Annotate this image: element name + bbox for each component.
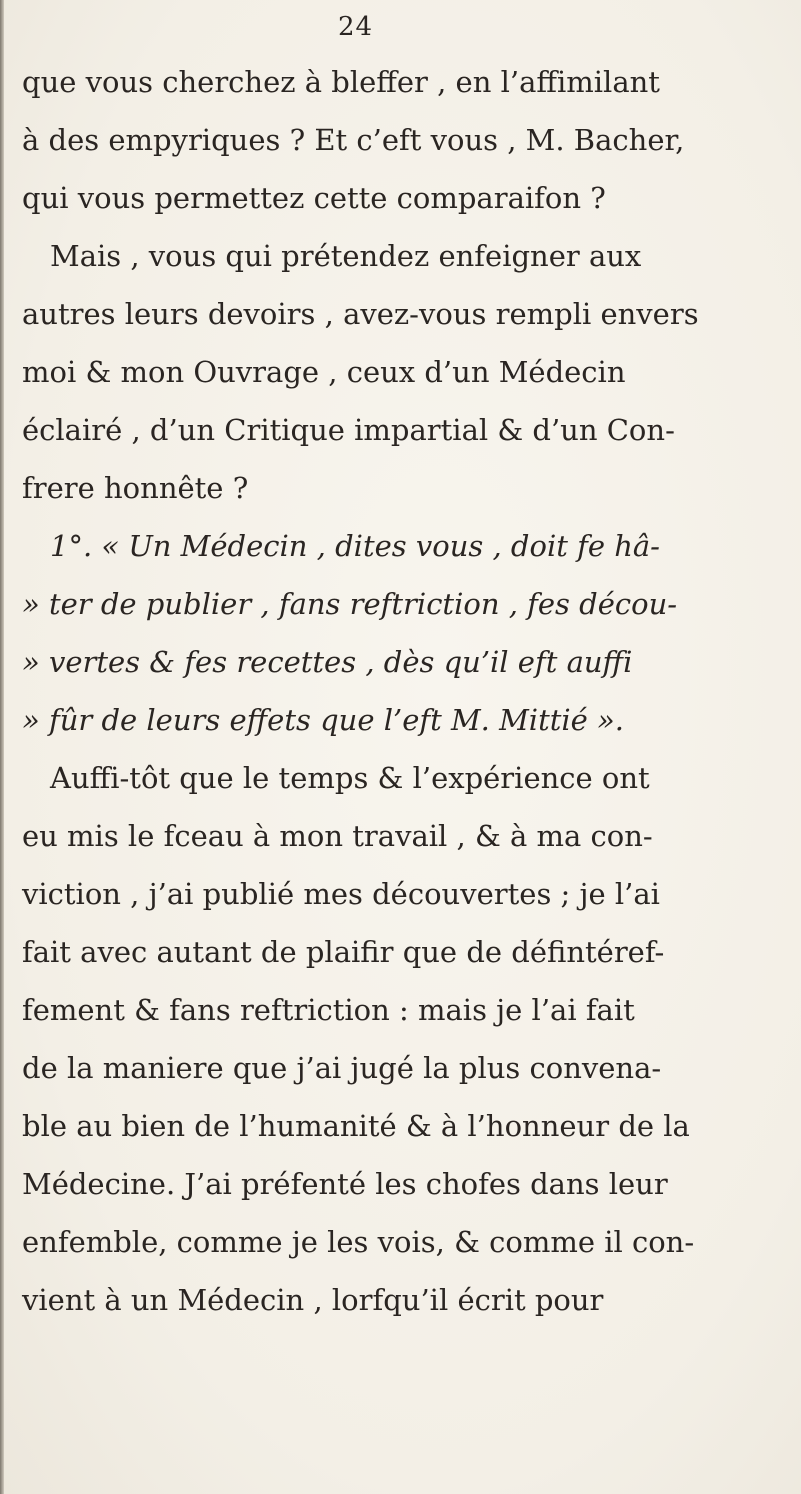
text-line: ble au bien de l’humanité & à l’honneur de la	[22, 1109, 690, 1143]
text-line: fement & fans reftriction : mais je l’ai fait	[22, 993, 635, 1027]
text-line: éclairé , d’un Critique impartial & d’un Con-	[22, 413, 675, 447]
page-number: 24	[338, 12, 374, 42]
text-line: viction , j’ai publié mes découvertes ; je l’ai	[22, 877, 660, 911]
page-binding-edge	[0, 0, 4, 1494]
text-line: fait avec autant de plaifir que de défintéref-	[22, 935, 665, 969]
text-line: de la maniere que j’ai jugé la plus convena-	[22, 1051, 662, 1085]
text-line: que vous cherchez à bleffer , en l’affimilant	[22, 65, 660, 99]
quote-line: » ter de publier , fans reftriction , fes décou-	[22, 587, 678, 621]
quote-line: » fûr de leurs effets que l’eft M. Mittié ».	[22, 703, 625, 737]
text-line: vient à un Médecin , lorfqu’il écrit pour	[22, 1283, 604, 1317]
text-line: Médecine. J’ai préfenté les chofes dans leur	[22, 1167, 668, 1201]
text-line: enfemble, comme je les vois, & comme il con-	[22, 1225, 695, 1259]
text-line: à des empyriques ? Et c’eft vous , M. Bacher,	[22, 123, 685, 157]
text-line: frere honnête ?	[22, 471, 249, 505]
text-line: Auffi-tôt que le temps & l’expérience ont	[50, 761, 650, 795]
quote-line: 1°. « Un Médecin , dites vous , doit fe hâ-	[50, 529, 660, 563]
text-line: Mais , vous qui prétendez enfeigner aux	[50, 239, 642, 273]
text-line: qui vous permettez cette comparaifon ?	[22, 181, 606, 215]
text-line: moi & mon Ouvrage , ceux d’un Médecin	[22, 355, 626, 389]
quote-line: » vertes & fes recettes , dès qu’il eft auffi	[22, 645, 633, 679]
text-line: eu mis le fceau à mon travail , & à ma con-	[22, 819, 653, 853]
text-line: autres leurs devoirs , avez-vous rempli envers	[22, 297, 699, 331]
